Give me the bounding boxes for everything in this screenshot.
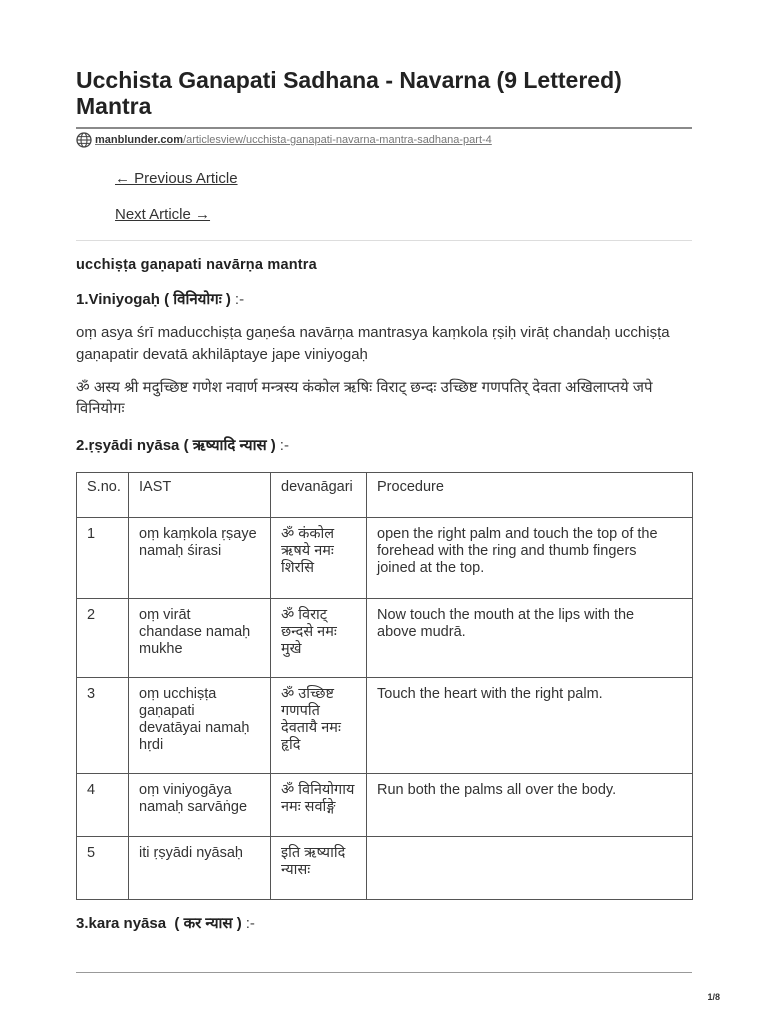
cell-line: above mudrā. xyxy=(377,624,466,640)
cell-procedure xyxy=(367,518,693,599)
cell-line: Run both the palms all over the body. xyxy=(377,782,617,798)
cell-procedure xyxy=(367,678,693,774)
cell-line: शिरसि xyxy=(281,560,315,576)
cell-iast xyxy=(129,774,271,837)
cell-devanagari xyxy=(271,678,367,774)
cell-devanagari xyxy=(271,837,367,900)
table-row xyxy=(77,837,693,900)
next-article-link[interactable]: Next Article → xyxy=(115,206,211,223)
source-path[interactable]: /articlesview/ucchista-ganapati-navarna-mantra-sadhana-part-4 xyxy=(183,134,492,146)
viniyoga-iast-paragraph: oṃ asya śrī maducchiṣṭa gaṇeśa navārṇa mantrasya kaṃkola ṛṣiḥ virāṭ chandaḥ ucchiṣṭa gaṇapatir devatā akhilāptaye jape viniyogaḥ xyxy=(76,324,670,363)
cell-line: गणपति xyxy=(281,703,320,719)
cell-devanagari xyxy=(271,599,367,678)
previous-article-link[interactable]: ← Previous Article xyxy=(115,170,238,187)
section-heading-suffix: :- xyxy=(279,437,289,454)
cell-line: hṛdi xyxy=(139,737,164,753)
cell-iast xyxy=(129,599,271,678)
cell-line: न्यासः xyxy=(281,862,311,878)
cell-line: joined at the top. xyxy=(377,560,485,576)
cell-line: ॐ विराट् xyxy=(281,607,328,623)
article-title: Ucchista Ganapati Sadhana - Navarna (9 Lettered) Mantra xyxy=(76,67,622,119)
section-heading-kara-nyasa xyxy=(76,915,692,933)
column-header-iast: IAST xyxy=(129,473,271,518)
cell-line: mukhe xyxy=(139,641,183,657)
cell-line: iti ṛṣyādi nyāsaḥ xyxy=(139,845,243,861)
column-header-devanagari: devanāgari xyxy=(271,473,367,518)
page-number: 1/8 xyxy=(707,992,720,1002)
cell-iast xyxy=(129,837,271,900)
globe-icon xyxy=(76,132,92,148)
cell-line: devatāyai namaḥ xyxy=(139,720,250,736)
cell-procedure xyxy=(367,599,693,678)
title-divider xyxy=(76,127,692,129)
source-url xyxy=(76,132,492,148)
column-header-sno: S.no. xyxy=(77,473,129,518)
cell-line: open the right palm and touch the top of the xyxy=(377,526,658,542)
cell-line: Now touch the mouth at the lips with the xyxy=(377,607,635,623)
source-domain[interactable]: manblunder.com xyxy=(95,134,184,146)
cell-line: oṃ kaṃkola ṛṣaye xyxy=(139,526,257,542)
cell-line: ॐ कंकोल xyxy=(281,526,335,542)
section-heading-suffix: :- xyxy=(245,915,255,932)
section-heading-rsyadi-nyasa xyxy=(76,437,692,455)
cell-line: namaḥ sarvāṅge xyxy=(139,799,248,815)
cell-devanagari xyxy=(271,774,367,837)
cell-sno: 4 xyxy=(77,774,129,837)
table-row xyxy=(77,599,693,678)
section-heading-text: 3.kara nyāsa ( कर न्यास ) xyxy=(76,915,242,932)
table-row xyxy=(77,774,693,837)
source-link[interactable] xyxy=(95,133,492,147)
cell-sno: 3 xyxy=(77,678,129,774)
table-row xyxy=(77,518,693,599)
section-heading-text: 1.Viniyogaḥ ( विनियोगः ) xyxy=(76,291,231,308)
cell-line: ॐ उच्छिष्ट xyxy=(281,686,334,702)
footer-divider xyxy=(76,972,692,973)
cell-line: ॐ विनियोगाय xyxy=(281,782,355,798)
section-heading-suffix: :- xyxy=(234,291,245,308)
cell-procedure xyxy=(367,837,693,900)
cell-line: छन्दसे नमः xyxy=(281,624,337,640)
section-heading-viniyoga xyxy=(76,291,692,309)
cell-line: chandase namaḥ xyxy=(139,624,251,640)
cell-iast xyxy=(129,518,271,599)
cell-line: नमः सर्वाङ्गे xyxy=(281,799,336,815)
cell-line: oṃ viniyogāya xyxy=(139,782,232,798)
cell-line: ऋषये नमः xyxy=(281,543,334,559)
cell-procedure xyxy=(367,774,693,837)
section-heading-text: 2.ṛṣyādi nyāsa ( ऋष्यादि न्यास ) xyxy=(76,437,276,454)
cell-line: Touch the heart with the right palm. xyxy=(377,686,603,702)
cell-iast xyxy=(129,678,271,774)
cell-line: oṃ virāt xyxy=(139,607,191,623)
cell-line: मुखे xyxy=(281,641,302,657)
rsyadi-nyasa-table xyxy=(76,472,693,900)
column-header-procedure: Procedure xyxy=(367,473,693,518)
table-header-row xyxy=(77,473,693,518)
cell-sno: 2 xyxy=(77,599,129,678)
article-subtitle: ucchiṣṭa gaṇapati navārṇa mantra xyxy=(76,257,317,273)
cell-devanagari xyxy=(271,518,367,599)
table-row xyxy=(77,678,693,774)
cell-line: forehead with the ring and thumb fingers xyxy=(377,543,637,559)
cell-line: gaṇapati xyxy=(139,703,195,719)
cell-sno: 1 xyxy=(77,518,129,599)
cell-sno: 5 xyxy=(77,837,129,900)
cell-line: oṃ ucchiṣṭa xyxy=(139,686,217,702)
cell-line: देवतायै नमः xyxy=(281,720,341,736)
content-divider xyxy=(76,240,692,241)
cell-line: हृदि xyxy=(281,737,301,753)
cell-line: namaḥ śirasi xyxy=(139,543,222,559)
cell-line: इति ऋष्यादि xyxy=(281,845,346,861)
viniyoga-devanagari-paragraph: ॐ अस्य श्री मदुच्छिष्ट गणेश नवार्ण मन्त्रस्य कंकोल ऋषिः विराट् छन्दः उच्छिष्ट गणपतिर् देवता अखिलाप्तये जपे विनियोगः xyxy=(76,379,653,417)
